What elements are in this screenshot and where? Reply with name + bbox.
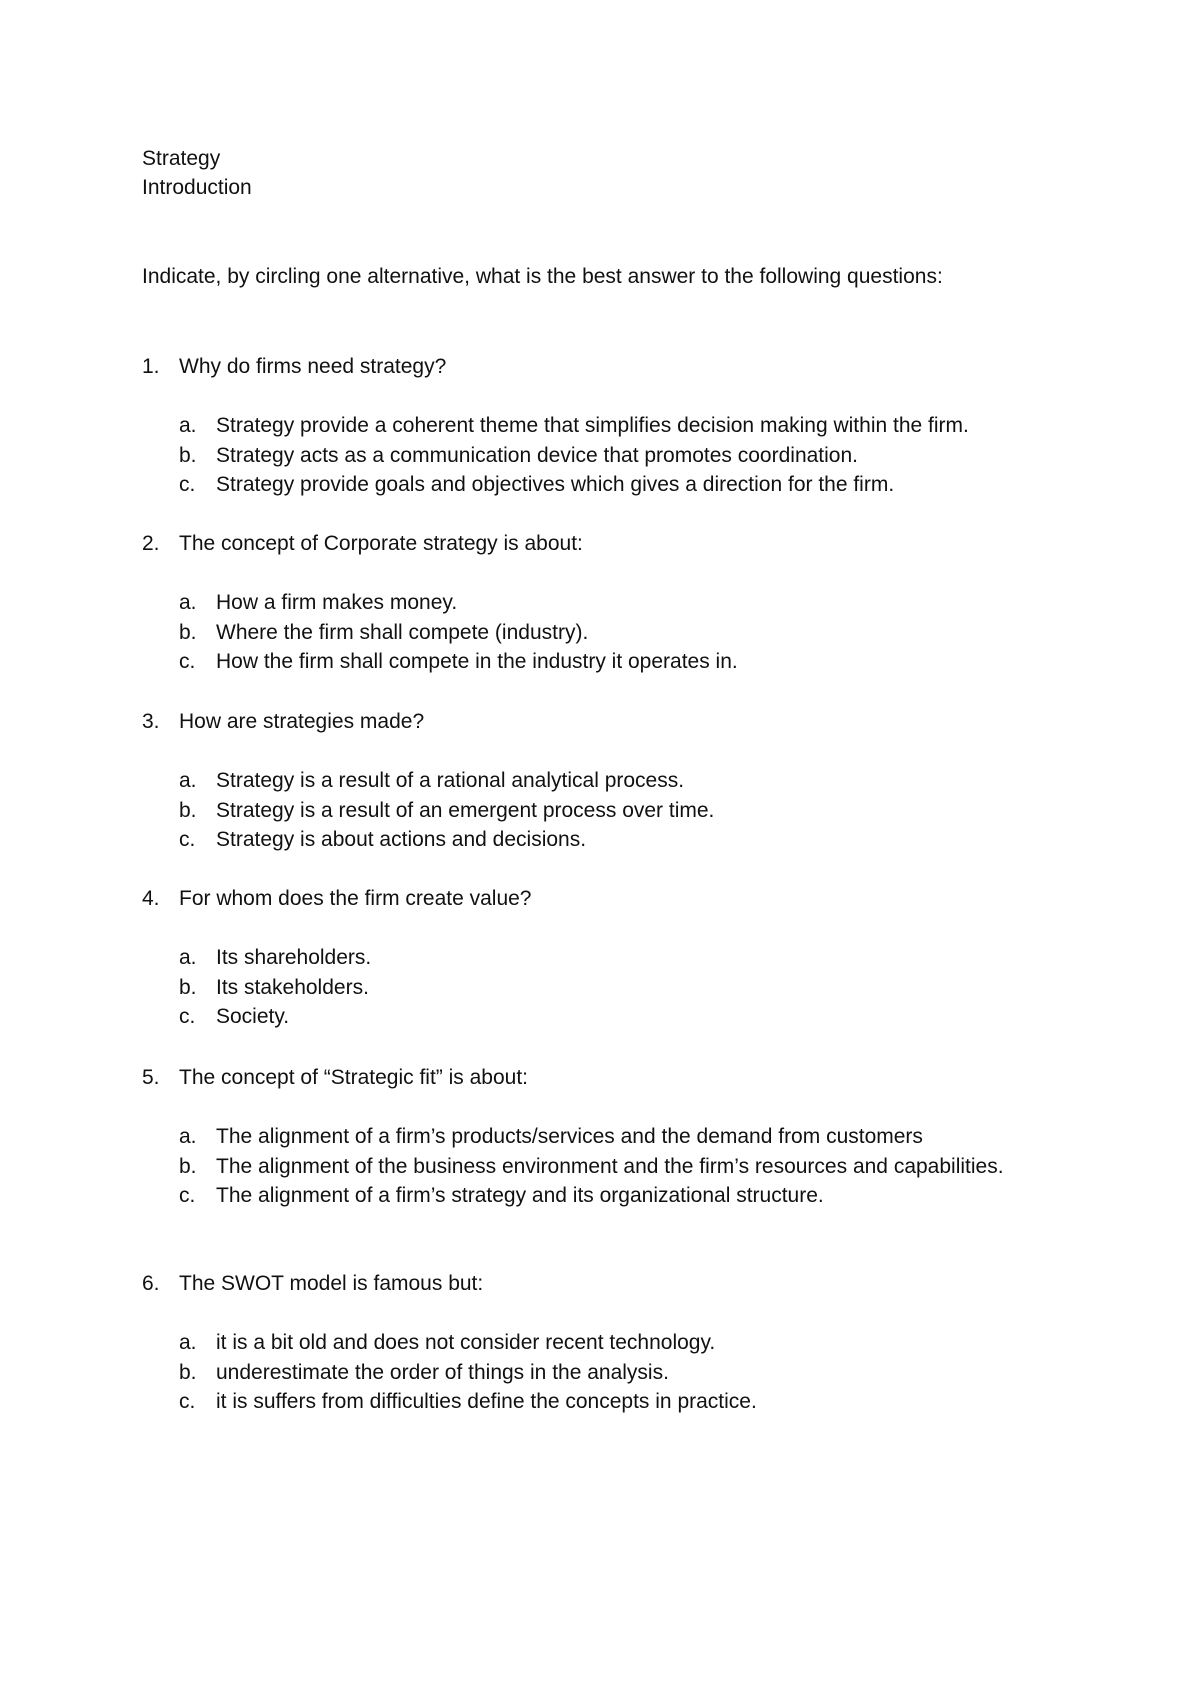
option-text: Its stakeholders. bbox=[216, 975, 369, 999]
option-c[interactable] bbox=[142, 825, 1142, 855]
option-c[interactable] bbox=[142, 1002, 1142, 1032]
option-text: Strategy acts as a communication device that promotes coordination. bbox=[216, 443, 858, 467]
question-line bbox=[142, 1269, 1142, 1298]
option-text: Strategy provide a coherent theme that simplifies decision making within the firm. bbox=[216, 414, 969, 437]
question-text: For whom does the firm create value? bbox=[179, 887, 532, 910]
question-text: Why do firms need strategy? bbox=[179, 355, 447, 378]
option-text: underestimate the order of things in the analysis. bbox=[216, 1360, 669, 1384]
option-list bbox=[142, 766, 1142, 855]
option-text: Strategy is a result of a rational analytical process. bbox=[216, 769, 685, 792]
question-number: 2. bbox=[142, 532, 160, 555]
option-letter: c. bbox=[179, 650, 196, 673]
option-letter: a. bbox=[179, 1331, 197, 1354]
option-list bbox=[142, 411, 1142, 500]
option-c[interactable] bbox=[142, 647, 1142, 677]
option-text: The alignment of a firm’s products/services and the demand from customers bbox=[216, 1125, 923, 1148]
option-letter: c. bbox=[179, 828, 196, 851]
question-2 bbox=[142, 529, 1142, 677]
option-text: Strategy is a result of an emergent process over time. bbox=[216, 798, 715, 822]
option-text: Strategy is about actions and decisions. bbox=[216, 828, 587, 851]
option-a[interactable] bbox=[142, 588, 1142, 618]
option-letter: a. bbox=[179, 946, 197, 969]
question-line bbox=[142, 1063, 1142, 1092]
question-line bbox=[142, 884, 1142, 913]
option-c[interactable] bbox=[142, 470, 1142, 500]
option-c[interactable] bbox=[142, 1387, 1142, 1417]
question-line bbox=[142, 707, 1142, 736]
option-letter: a. bbox=[179, 591, 197, 614]
option-letter: b. bbox=[179, 798, 197, 822]
option-letter: a. bbox=[179, 414, 197, 437]
option-letter: b. bbox=[179, 975, 197, 999]
option-a[interactable] bbox=[142, 411, 1142, 441]
option-letter: b. bbox=[179, 620, 197, 644]
option-b[interactable] bbox=[142, 796, 1142, 826]
question-4 bbox=[142, 884, 1142, 1032]
question-1 bbox=[142, 352, 1142, 500]
question-text: The concept of “Strategic fit” is about: bbox=[179, 1066, 529, 1089]
option-text: How the firm shall compete in the industry it operates in. bbox=[216, 650, 738, 673]
instruction-text: Indicate, by circling one alternative, what is the best answer to the following questions: bbox=[142, 265, 943, 288]
option-letter: c. bbox=[179, 1390, 196, 1413]
option-list bbox=[142, 943, 1142, 1032]
option-b[interactable] bbox=[142, 441, 1142, 471]
question-text: The SWOT model is famous but: bbox=[179, 1272, 484, 1295]
option-b[interactable] bbox=[142, 618, 1142, 648]
question-number: 6. bbox=[142, 1272, 160, 1295]
option-letter: b. bbox=[179, 443, 197, 467]
option-text: The alignment of the business environment and the firm’s resources and capabilities. bbox=[216, 1154, 1004, 1178]
option-b[interactable] bbox=[142, 1358, 1142, 1388]
question-text: The concept of Corporate strategy is about: bbox=[179, 532, 583, 555]
question-6 bbox=[142, 1269, 1142, 1417]
option-a[interactable] bbox=[142, 1328, 1142, 1358]
question-3 bbox=[142, 707, 1142, 855]
option-letter: a. bbox=[179, 1125, 197, 1148]
option-a[interactable] bbox=[142, 1122, 1142, 1152]
question-number: 4. bbox=[142, 887, 160, 910]
option-list bbox=[142, 588, 1142, 677]
document-header bbox=[142, 144, 252, 202]
question-number: 3. bbox=[142, 710, 160, 733]
document-subtitle: Introduction bbox=[142, 176, 252, 199]
option-a[interactable] bbox=[142, 766, 1142, 796]
option-letter: b. bbox=[179, 1360, 197, 1384]
option-letter: c. bbox=[179, 1184, 196, 1207]
option-text: Where the firm shall compete (industry). bbox=[216, 620, 589, 644]
question-number: 5. bbox=[142, 1066, 160, 1089]
option-text: it is suffers from difficulties define the concepts in practice. bbox=[216, 1390, 757, 1413]
option-letter: a. bbox=[179, 769, 197, 792]
option-letter: c. bbox=[179, 1005, 196, 1028]
option-b[interactable] bbox=[142, 973, 1142, 1003]
question-5 bbox=[142, 1063, 1142, 1211]
option-text: How a firm makes money. bbox=[216, 591, 458, 614]
option-letter: b. bbox=[179, 1154, 197, 1178]
question-line bbox=[142, 529, 1142, 558]
question-line bbox=[142, 352, 1142, 381]
option-text: Strategy provide goals and objectives which gives a direction for the firm. bbox=[216, 473, 895, 496]
option-text: it is a bit old and does not consider recent technology. bbox=[216, 1331, 716, 1354]
option-list bbox=[142, 1328, 1142, 1417]
option-list bbox=[142, 1122, 1142, 1211]
option-text: Society. bbox=[216, 1005, 290, 1028]
option-letter: c. bbox=[179, 473, 196, 496]
option-text: Its shareholders. bbox=[216, 946, 372, 969]
question-text: How are strategies made? bbox=[179, 710, 425, 733]
question-number: 1. bbox=[142, 355, 160, 378]
option-a[interactable] bbox=[142, 943, 1142, 973]
document-title: Strategy bbox=[142, 147, 221, 170]
option-b[interactable] bbox=[142, 1152, 1142, 1182]
option-text: The alignment of a firm’s strategy and its organizational structure. bbox=[216, 1184, 824, 1207]
option-c[interactable] bbox=[142, 1181, 1142, 1211]
